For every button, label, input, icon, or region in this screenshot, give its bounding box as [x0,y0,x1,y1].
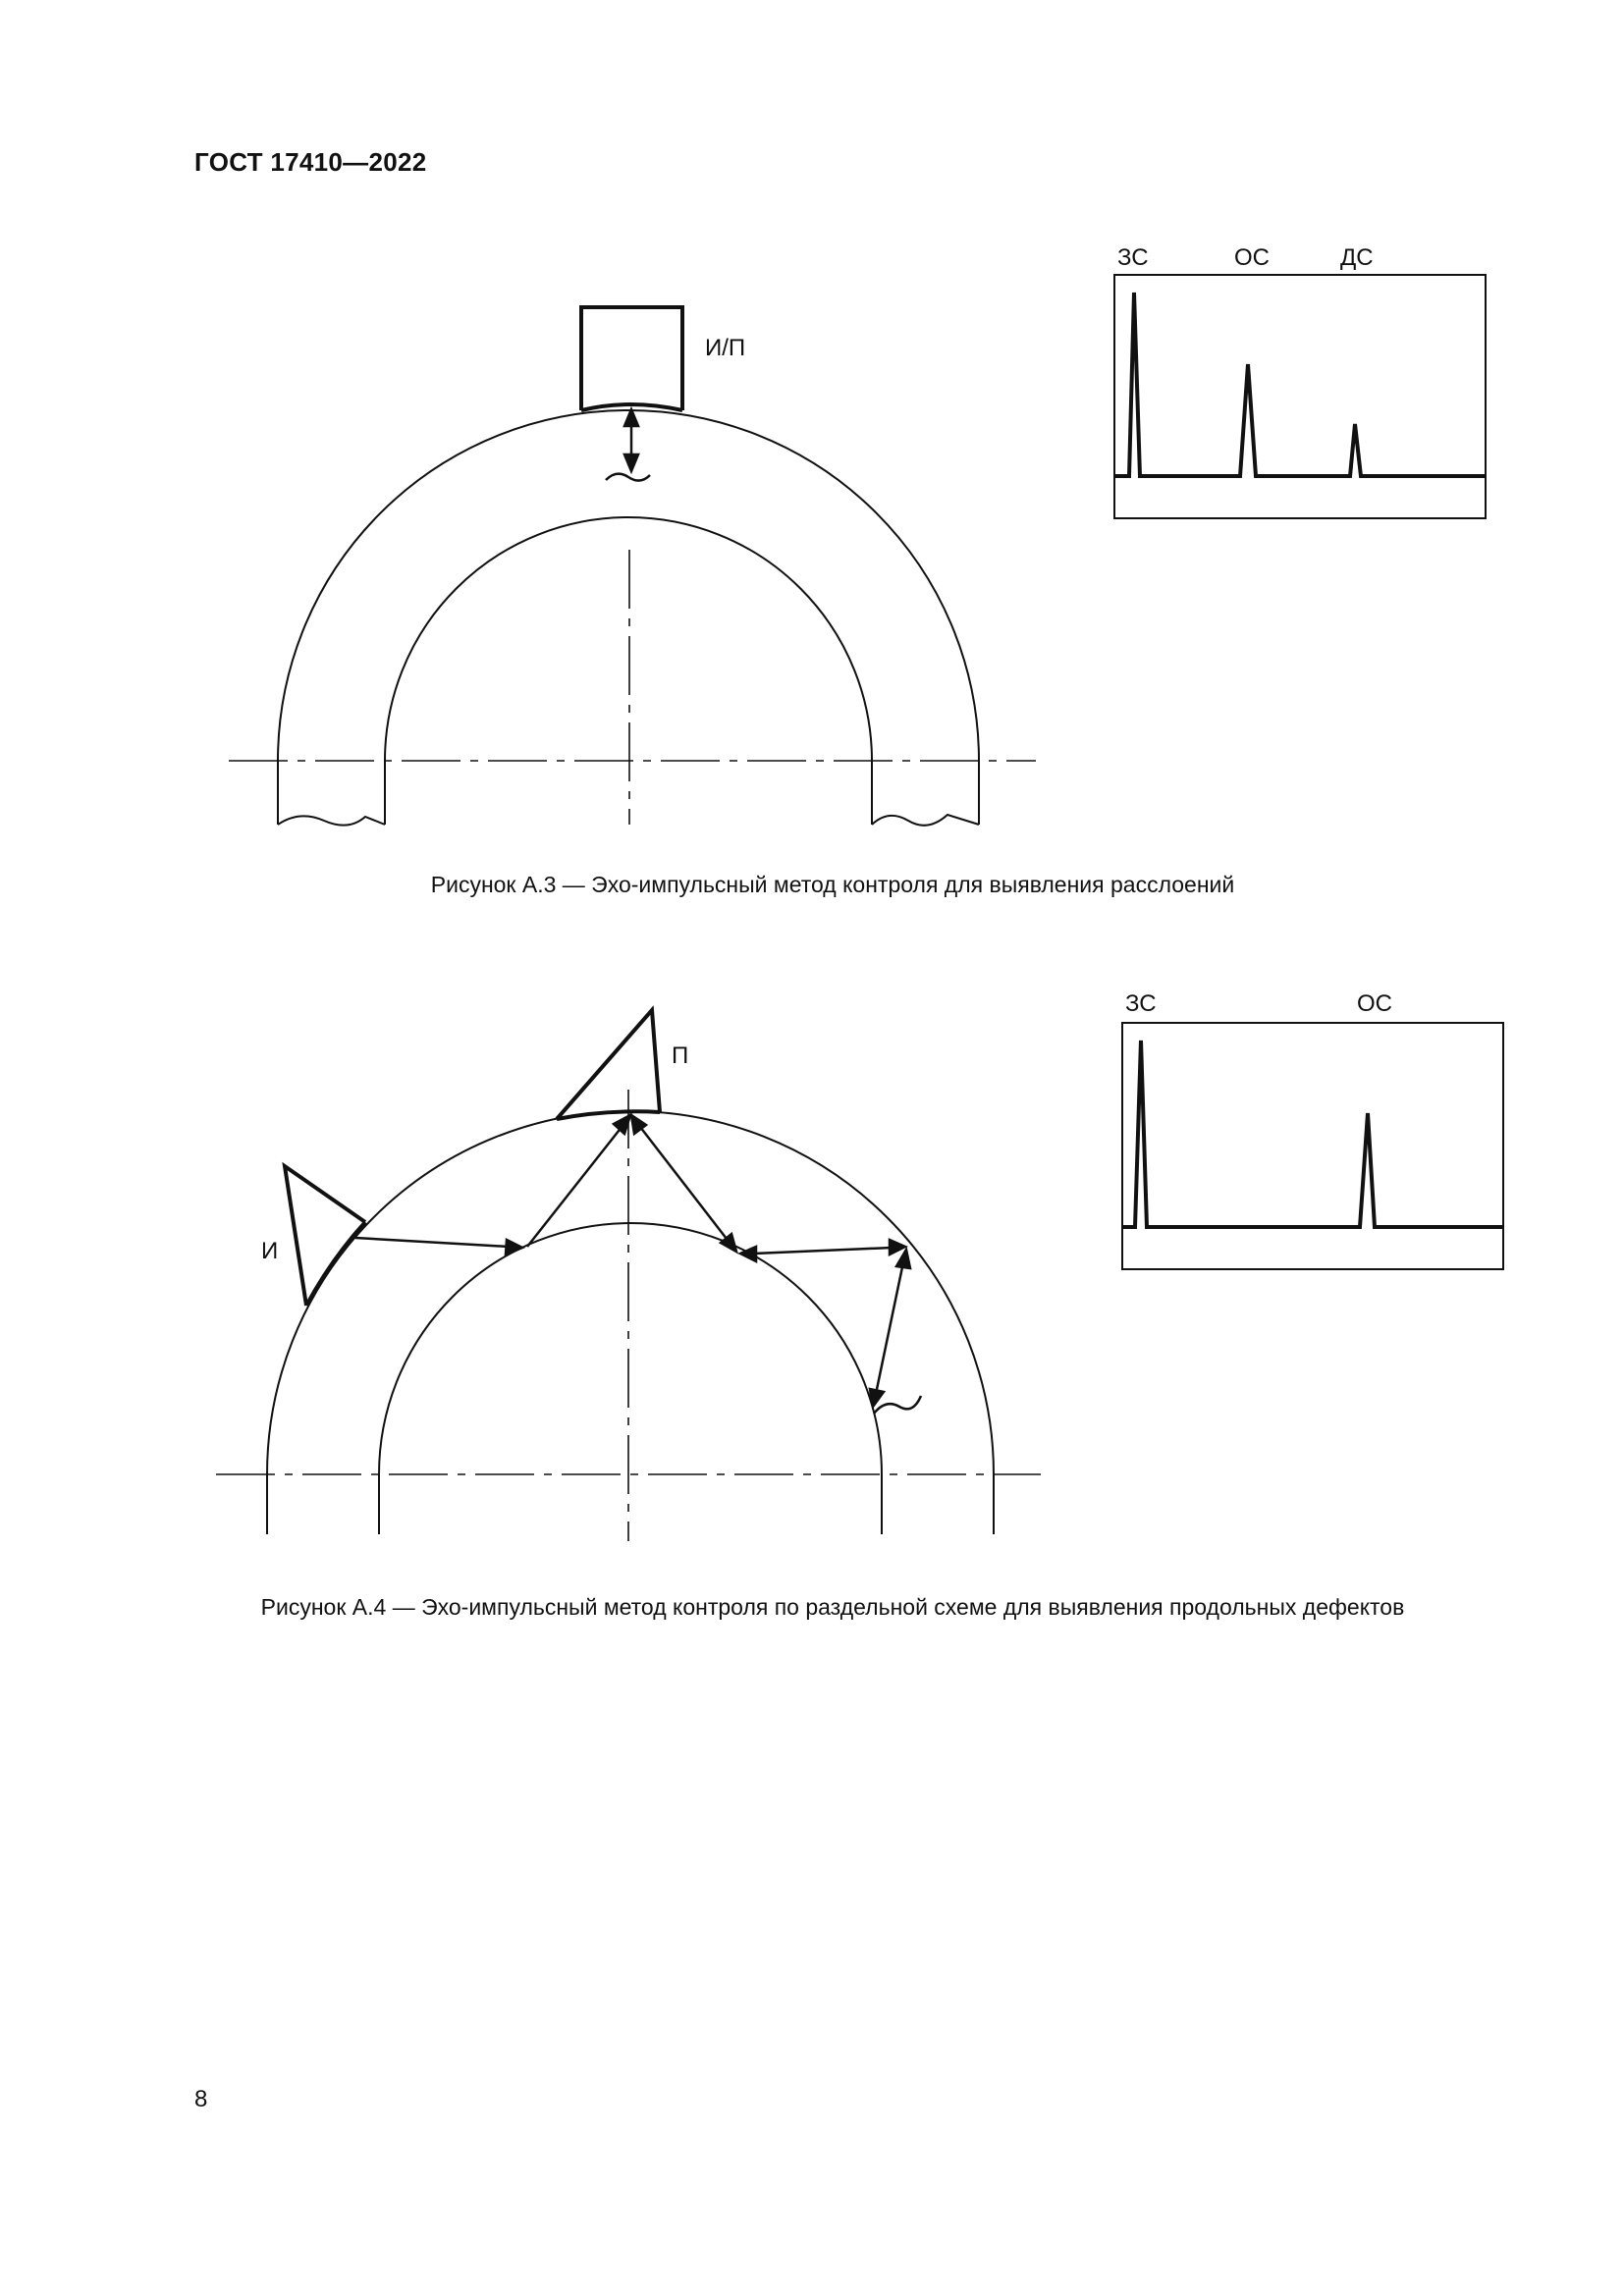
figure-a4-diagram [0,972,1624,1580]
emitter-label: И [261,1238,279,1264]
scope-label-ds: ДС [1340,244,1374,271]
pipe-break-left [278,816,385,825]
pipe-inner-wall [385,517,872,825]
page-number: 8 [194,2086,208,2112]
pipe-outer-wall [267,1111,994,1534]
receiver-probe [557,1010,660,1119]
ultrasound-ray-path [355,1115,921,1414]
scope-label-zs: ЗС [1117,244,1149,271]
reflection-arrow [606,409,650,481]
figure-a4-caption: Рисунок А.4 — Эхо-импульсный метод контроля по раздельной схеме для выявления продольных дефектов [260,1594,1405,1620]
figure-a3-diagram [0,226,1624,864]
emitter-probe [285,1166,365,1306]
oscilloscope-a4 [1122,1023,1503,1269]
document-header: ГОСТ 17410—2022 [194,147,427,177]
scope-label-os: ОС [1234,244,1270,271]
oscilloscope-a3 [1114,275,1486,518]
scope-label-zs: ЗС [1125,990,1157,1017]
probe-label: И/П [705,335,746,361]
figure-a3-caption: Рисунок А.3 — Эхо-импульсный метод контроля для выявления расслоений [430,872,1235,897]
receiver-label: П [672,1042,689,1069]
pipe-break-right [872,815,979,826]
probe-ip [581,307,682,410]
pipe-outer-wall [278,410,979,825]
pipe-inner-wall [379,1223,882,1534]
scope-label-os: ОС [1357,990,1392,1017]
